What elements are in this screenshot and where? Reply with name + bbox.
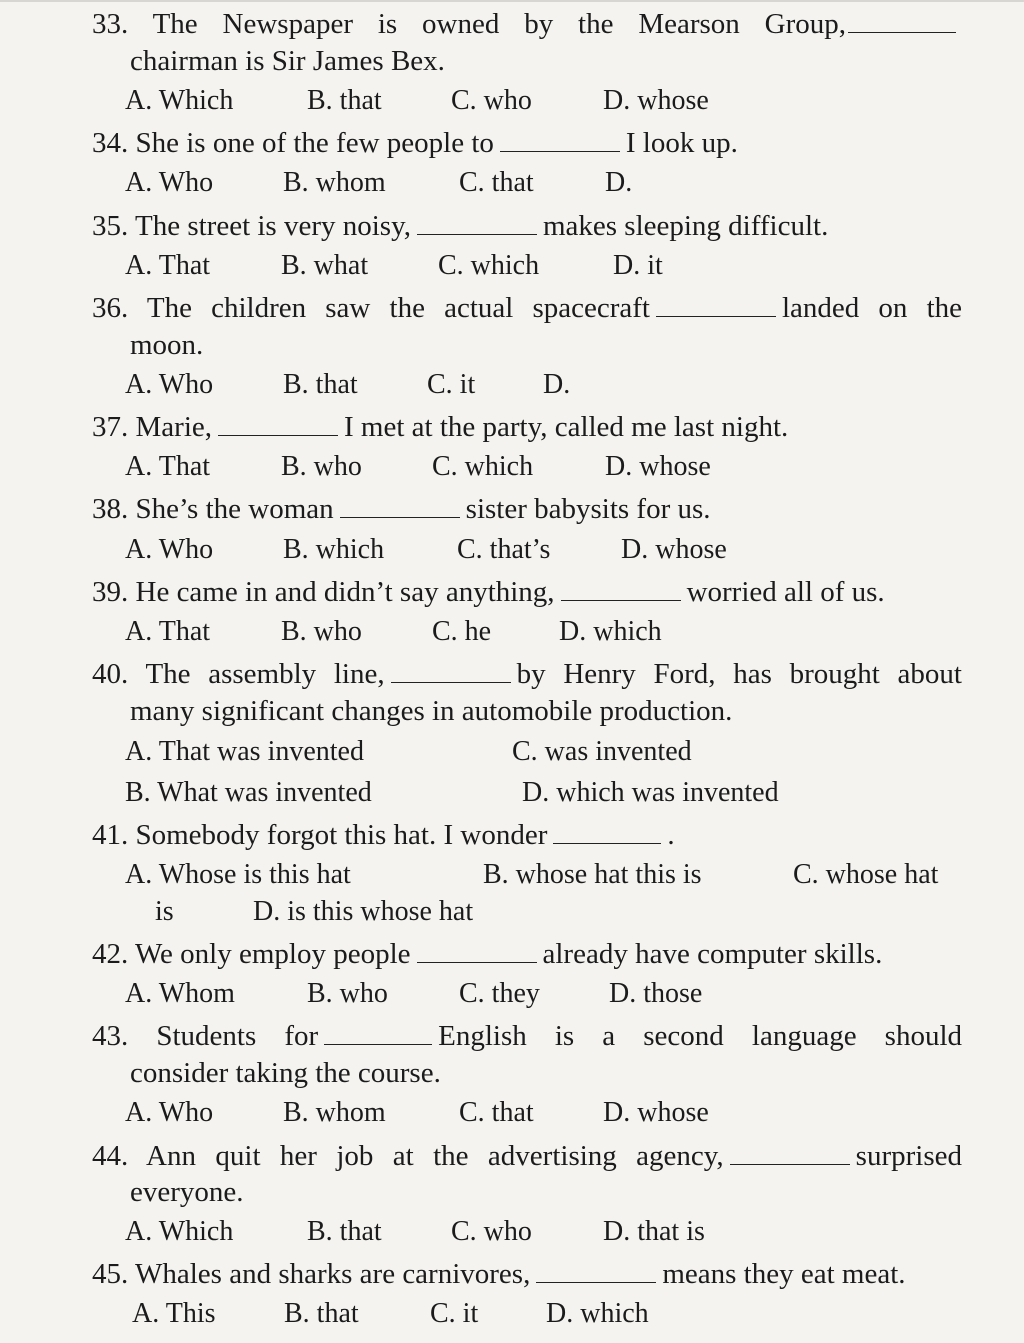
option-c: C. that [459, 1097, 534, 1128]
option-c: C. which [432, 451, 534, 482]
option-a: A. Whom [125, 978, 235, 1009]
option-b: B. whom [283, 167, 386, 198]
option-d: D. those [609, 978, 703, 1009]
option-a: A. Who [125, 369, 214, 400]
question-41-stem: 41. Somebody forgot this hat. I wonder . [92, 819, 675, 851]
question-44-stem: 44. Ann quit her job at the advertising agency, surprised [92, 1140, 962, 1172]
option-a: A. That [125, 616, 211, 647]
answer-blank [553, 819, 661, 844]
option-c: C. that’s [457, 534, 551, 565]
option-c: C. it [430, 1298, 479, 1329]
question-42-stem: 42. We only employ people already have computer skills. [92, 938, 883, 970]
question-39-stem: 39. He came in and didn’t say anything, worried all of us. [92, 576, 885, 608]
question-33-stem: 33. The Newspaper is owned by the Mearson Group, [92, 6, 962, 42]
option-a: A. Who [125, 534, 214, 565]
question-36-stem-line2: moon. [130, 329, 204, 361]
question-43-stem: 43. Students for English is a second language should [92, 1020, 962, 1052]
option-d: D. that is [603, 1216, 705, 1247]
option-a: A. Which [125, 85, 234, 116]
option-b: B. What was invented [125, 777, 372, 808]
question-34-stem: 34. She is one of the few people to I look up. [92, 127, 738, 159]
answer-blank [500, 127, 620, 152]
option-d: D. which [546, 1298, 649, 1329]
option-c: C. that [459, 167, 534, 198]
option-b: B. that [307, 1216, 382, 1247]
option-c: C. they [459, 978, 540, 1009]
option-c: C. which [438, 250, 540, 281]
option-c: C. who [451, 85, 532, 116]
option-d: D. which [559, 616, 662, 647]
option-c: C. whose hat [793, 859, 939, 890]
answer-blank [218, 411, 338, 436]
option-a: A. Which [125, 1216, 234, 1247]
option-d: D. whose [605, 451, 711, 482]
question-36-stem: 36. The children saw the actual spacecraft landed on the [92, 292, 963, 324]
option-b: B. that [284, 1298, 359, 1329]
option-d: D. is this whose hat [253, 896, 474, 927]
question-45-stem: 45. Whales and sharks are carnivores, means they eat meat. [92, 1258, 906, 1290]
option-b: B. whose hat this is [483, 859, 702, 890]
question-40-stem: 40. The assembly line, by Henry Ford, has brought about [92, 658, 962, 690]
option-d: D. whose [603, 85, 709, 116]
answer-blank [656, 292, 776, 317]
option-b: B. which [283, 534, 385, 565]
option-d: D. it [613, 250, 663, 281]
option-a: A. That was invented [125, 736, 364, 767]
option-a: A. Who [125, 167, 214, 198]
answer-blank [417, 938, 537, 963]
option-a: A. This [132, 1298, 216, 1329]
option-b: B. who [281, 616, 362, 647]
answer-blank [561, 576, 681, 601]
question-33-stem-line2: chairman is Sir James Bex. [130, 45, 445, 77]
question-38-stem: 38. She’s the woman sister babysits for us. [92, 493, 711, 525]
answer-blank [324, 1020, 432, 1045]
option-b: B. that [283, 369, 358, 400]
option-a: A. That [125, 451, 211, 482]
option-b: B. what [281, 250, 369, 281]
option-d: D. whose [603, 1097, 709, 1128]
question-43-stem-line2: consider taking the course. [130, 1057, 441, 1089]
question-40-stem-line2: many significant changes in automobile production. [130, 695, 733, 727]
answer-blank [848, 8, 956, 33]
option-c: C. was invented [512, 736, 692, 767]
answer-blank [417, 210, 537, 235]
question-35-stem: 35. The street is very noisy, makes sleeping difficult. [92, 210, 829, 242]
option-b: B. that [307, 85, 382, 116]
question-37-stem: 37. Marie, I met at the party, called me last night. [92, 411, 789, 443]
option-b: B. who [281, 451, 362, 482]
option-c: C. he [432, 616, 492, 647]
answer-blank [730, 1140, 850, 1165]
option-d: D. whose [621, 534, 727, 565]
option-c: C. who [451, 1216, 532, 1247]
option-c: C. it [427, 369, 476, 400]
option-d: D. [605, 167, 633, 198]
option-b: B. who [307, 978, 388, 1009]
option-c-continued: is [155, 896, 174, 927]
option-b: B. whom [283, 1097, 386, 1128]
answer-blank [536, 1258, 656, 1283]
option-d: D. [543, 369, 571, 400]
option-a: A. Who [125, 1097, 214, 1128]
answer-blank [340, 493, 460, 518]
answer-blank [391, 658, 511, 683]
option-a: A. Whose is this hat [125, 859, 351, 890]
option-a: A. That [125, 250, 211, 281]
option-d: D. which was invented [522, 777, 779, 808]
question-44-stem-line2: everyone. [130, 1176, 244, 1208]
